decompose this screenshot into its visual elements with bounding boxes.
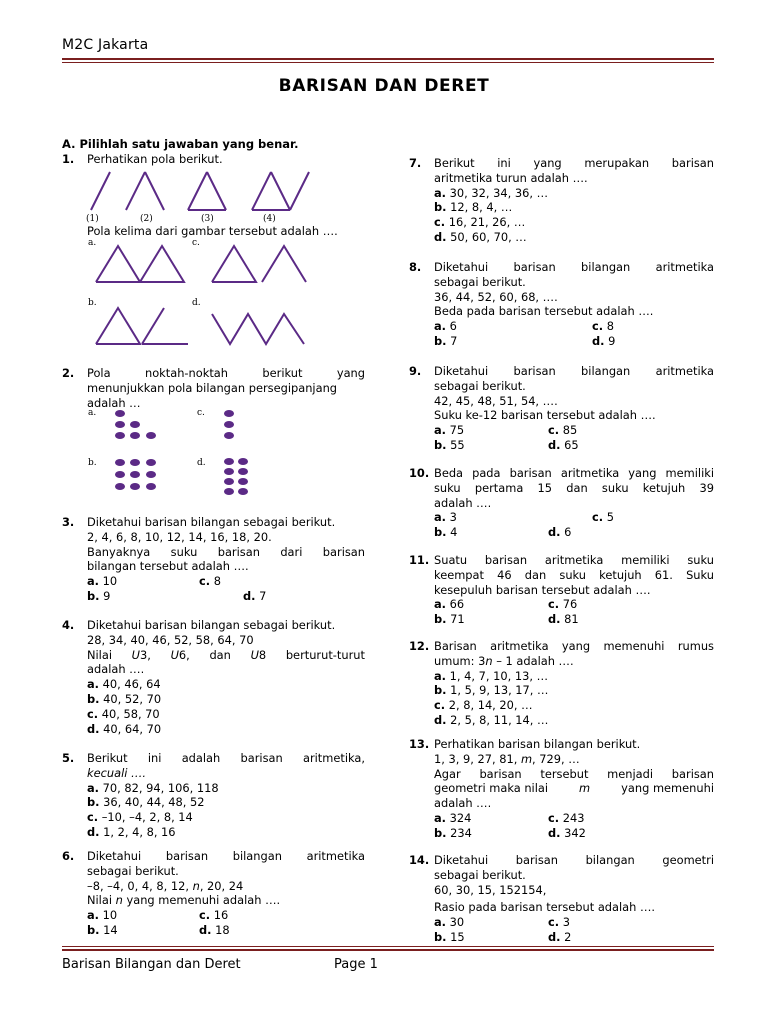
option-label-d: d. [192, 298, 201, 308]
options-row [87, 589, 365, 604]
question-text: Diketahui barisan bilangan sebagai berikut. [87, 515, 336, 529]
question-text: keempat 46 dan suku ketujuh 61. Suku [434, 567, 714, 582]
section-heading: A. Pilihlah satu jawaban yang benar. [62, 137, 299, 151]
option-a[interactable]: a. 6 [434, 319, 457, 334]
question-text: geometri maka nilai m yang memenuhi [434, 781, 714, 796]
dot [115, 410, 125, 417]
question-text: aritmetika turun adalah …. [434, 170, 588, 185]
pattern-label-3: (3) [201, 214, 214, 224]
question-text: sebagai berikut. [434, 378, 526, 393]
footer-rule-thin [62, 946, 714, 947]
question-number: 3. [62, 515, 75, 529]
question-text: Barisan aritmetika yang memenuhi rumus [434, 639, 714, 653]
option-c-figure [212, 244, 312, 286]
option-d[interactable]: d. 6 [548, 525, 572, 540]
option-c[interactable]: c. 40, 58, 70 [87, 706, 160, 721]
options-row [434, 423, 714, 438]
options-row [434, 811, 714, 826]
dot [130, 471, 140, 478]
option-d[interactable]: d. 50, 60, 70, … [434, 229, 527, 244]
option-d[interactable]: d. 342 [548, 825, 586, 840]
dot [224, 421, 234, 428]
option-b[interactable]: b. 9 [87, 588, 111, 603]
option-b-figure [96, 306, 196, 348]
question-number: 5. [62, 751, 75, 765]
option-b[interactable]: b. 55 [434, 437, 465, 452]
option-a[interactable]: a. 10 [87, 908, 118, 923]
option-a[interactable]: a. 75 [434, 423, 465, 438]
question-text: adalah … [87, 395, 141, 410]
option-b[interactable]: b. 40, 52, 70 [87, 691, 162, 706]
option-a[interactable]: a. 3 [434, 510, 457, 525]
question-text: Diketahui barisan bilangan aritmetika [434, 364, 714, 378]
dot [238, 488, 248, 495]
question-number: 7. [409, 156, 422, 170]
question-text: 60, 30, 15, 152154, [434, 882, 547, 897]
option-c[interactable]: c. –10, –4, 2, 8, 14 [87, 810, 193, 825]
dot [130, 459, 140, 466]
question-text: sebagai berikut. [87, 863, 179, 878]
option-a[interactable]: a. 70, 82, 94, 106, 118 [87, 780, 219, 795]
options-row [87, 908, 365, 923]
question-text: Suku ke-12 barisan tersebut adalah …. [434, 408, 656, 423]
page-title: BARISAN DAN DERET [278, 76, 490, 96]
options-row [434, 597, 714, 612]
dot [115, 459, 125, 466]
question-text: suku pertama 15 dan suku ketujuh 39 [434, 480, 714, 495]
option-b[interactable]: b. 12, 8, 4, … [434, 200, 513, 215]
option-c[interactable]: c. 5 [592, 510, 614, 525]
option-d[interactable]: d. 65 [548, 437, 579, 452]
dot [115, 421, 125, 428]
option-d[interactable]: d. 18 [199, 922, 230, 937]
option-d[interactable]: d. 81 [548, 612, 579, 627]
option-b[interactable]: b. 71 [434, 612, 465, 627]
question-text: Beda pada barisan tersebut adalah …. [434, 304, 654, 319]
question-text: Berikut ini adalah barisan aritmetika, [87, 751, 365, 765]
question-text: Perhatikan pola berikut. [87, 152, 223, 166]
dot [224, 488, 234, 495]
question-text: Berikut ini yang merupakan barisan [434, 156, 714, 170]
question-number: 13. [409, 737, 430, 751]
option-a[interactable]: a. 40, 46, 64 [87, 677, 161, 692]
question-text: menunjukkan pola bilangan persegipanjang [87, 380, 338, 395]
question-text: –8, –4, 0, 4, 8, 12, n, 20, 24 [87, 878, 244, 893]
question-number: 6. [62, 849, 75, 863]
question-text: Diketahui barisan bilangan sebagai berikut. [87, 618, 336, 632]
option-a[interactable]: a. 30, 32, 34, 36, … [434, 185, 548, 200]
option-c[interactable]: c. 16, 21, 26, … [434, 215, 526, 230]
dot [115, 471, 125, 478]
pattern-label-4: (4) [263, 214, 276, 224]
question-text: sebagai berikut. [434, 867, 526, 882]
question-text: sebagai berikut. [434, 274, 526, 289]
options-row [434, 334, 714, 349]
question-number: 10. [409, 466, 430, 480]
question-text: Suatu barisan aritmetika memiliki suku [434, 553, 714, 567]
dot [130, 483, 140, 490]
option-c[interactable]: c. 3 [548, 915, 570, 930]
options-row [87, 923, 365, 938]
question-text: kesepuluh barisan tersebut adalah …. [434, 582, 651, 597]
option-d[interactable]: d. 40, 64, 70 [87, 721, 162, 736]
option-b[interactable]: b. 234 [434, 825, 472, 840]
dot [224, 410, 234, 417]
option-b[interactable]: b. 36, 40, 44, 48, 52 [87, 795, 205, 810]
header-rule [62, 58, 714, 60]
question-text: 28, 34, 40, 46, 52, 58, 64, 70 [87, 632, 254, 647]
question-number: 8. [409, 260, 422, 274]
option-c[interactable]: c. 243 [548, 810, 585, 825]
option-a[interactable]: a. 10 [87, 574, 118, 589]
dot [115, 432, 125, 439]
question-text: 36, 44, 52, 60, 68, …. [434, 289, 558, 304]
question-text: Nilai n yang memenuhi adalah …. [87, 893, 281, 908]
question-text: Rasio pada barisan tersebut adalah …. [434, 900, 656, 915]
options-row [434, 612, 714, 627]
options-row [434, 510, 714, 525]
question-text: Diketahui barisan bilangan aritmetika [87, 849, 365, 863]
option-c[interactable]: c. 85 [548, 423, 578, 438]
option-c[interactable]: c. 8 [592, 319, 614, 334]
option-d[interactable]: d. 7 [243, 588, 267, 603]
pattern-label-1: (1) [86, 214, 99, 224]
question-text: 1, 3, 9, 27, 81, m, 729, … [434, 751, 580, 766]
option-label-b: b. [88, 298, 97, 308]
question-text: Perhatikan barisan bilangan berikut. [434, 737, 641, 751]
option-a[interactable]: a. 30 [434, 915, 465, 930]
question-text: adalah …. [434, 796, 492, 811]
option-b[interactable]: b. 7 [434, 333, 458, 348]
question-text: Diketahui barisan bilangan aritmetika [434, 260, 714, 274]
options-row [434, 930, 714, 945]
options-row [434, 915, 714, 930]
question-text: Nilai U3, U6, dan U8 berturut-turut [87, 647, 365, 662]
footer-rule [62, 949, 714, 951]
question-number: 12. [409, 639, 430, 653]
dot [238, 468, 248, 475]
option-label-c: c. [192, 238, 200, 248]
option-a[interactable]: a. 66 [434, 597, 465, 612]
options-row [434, 438, 714, 453]
option-b[interactable]: b. 4 [434, 525, 458, 540]
question-text: kecuali …. [87, 765, 147, 780]
pattern-figure [86, 168, 326, 216]
option-d[interactable]: d. 2 [548, 929, 572, 944]
option-b[interactable]: b. 14 [87, 922, 118, 937]
header-text: M2C Jakarta [62, 37, 149, 53]
dot [238, 478, 248, 485]
option-a-figure [96, 244, 196, 286]
option-d-figure [212, 306, 312, 348]
option-c[interactable]: c. 8 [199, 574, 221, 589]
options-row [87, 574, 365, 589]
question-text: adalah …. [434, 495, 492, 510]
dot [130, 421, 140, 428]
question-text: Agar barisan tersebut menjadi barisan [434, 766, 714, 781]
options-row [434, 826, 714, 841]
question-text: Banyaknya suku barisan dari barisan [87, 544, 365, 559]
question-text: bilangan tersebut adalah …. [87, 559, 249, 574]
option-label-b: b. [88, 458, 97, 468]
option-label-a: a. [88, 408, 97, 418]
dot [238, 458, 248, 465]
option-c[interactable]: c. 76 [548, 597, 578, 612]
option-label-c: c. [197, 408, 205, 418]
question-number: 1. [62, 152, 75, 166]
dot [130, 432, 140, 439]
header-rule-thin [62, 62, 714, 63]
question-number: 4. [62, 618, 75, 632]
option-label-d: d. [197, 458, 206, 468]
page-number: Page 1 [334, 957, 378, 972]
option-a[interactable]: a. 1, 4, 7, 10, 13, … [434, 668, 548, 683]
question-text: Pola noktah-noktah berikut yang [87, 366, 365, 380]
dot [146, 471, 156, 478]
dot [115, 483, 125, 490]
question-text: 42, 45, 48, 51, 54, …. [434, 393, 558, 408]
dot [146, 459, 156, 466]
dot [224, 432, 234, 439]
dot [224, 478, 234, 485]
question-text: umum: 3n – 1 adalah …. [434, 653, 574, 668]
option-d[interactable]: d. 1, 2, 4, 8, 16 [87, 824, 176, 839]
footer-title: Barisan Bilangan dan Deret [62, 957, 241, 972]
pattern-label-2: (2) [140, 214, 153, 224]
question-number: 14. [409, 853, 430, 867]
question-number: 2. [62, 366, 75, 380]
question-number: 9. [409, 364, 422, 378]
option-b[interactable]: b. 1, 5, 9, 13, 17, … [434, 683, 549, 698]
question-text: Diketahui barisan bilangan geometri [434, 853, 714, 867]
dot [146, 432, 156, 439]
question-text: adalah …. [87, 662, 145, 677]
option-label-a: a. [88, 238, 97, 248]
dot [224, 468, 234, 475]
option-c[interactable]: c. 16 [199, 908, 229, 923]
dot [146, 483, 156, 490]
options-row [434, 525, 714, 540]
option-d[interactable]: d. 2, 5, 8, 11, 14, … [434, 712, 549, 727]
dot [224, 458, 234, 465]
options-row [434, 319, 714, 334]
option-c[interactable]: c. 2, 8, 14, 20, … [434, 698, 533, 713]
question-number: 11. [409, 553, 430, 567]
question-1-prompt: Pola kelima dari gambar tersebut adalah …. [87, 224, 338, 238]
option-d[interactable]: d. 9 [592, 333, 616, 348]
option-a[interactable]: a. 324 [434, 810, 472, 825]
question-text: 2, 4, 6, 8, 10, 12, 14, 16, 18, 20. [87, 529, 272, 544]
question-text: Beda pada barisan aritmetika yang memiliki [434, 466, 714, 480]
option-b[interactable]: b. 15 [434, 929, 465, 944]
